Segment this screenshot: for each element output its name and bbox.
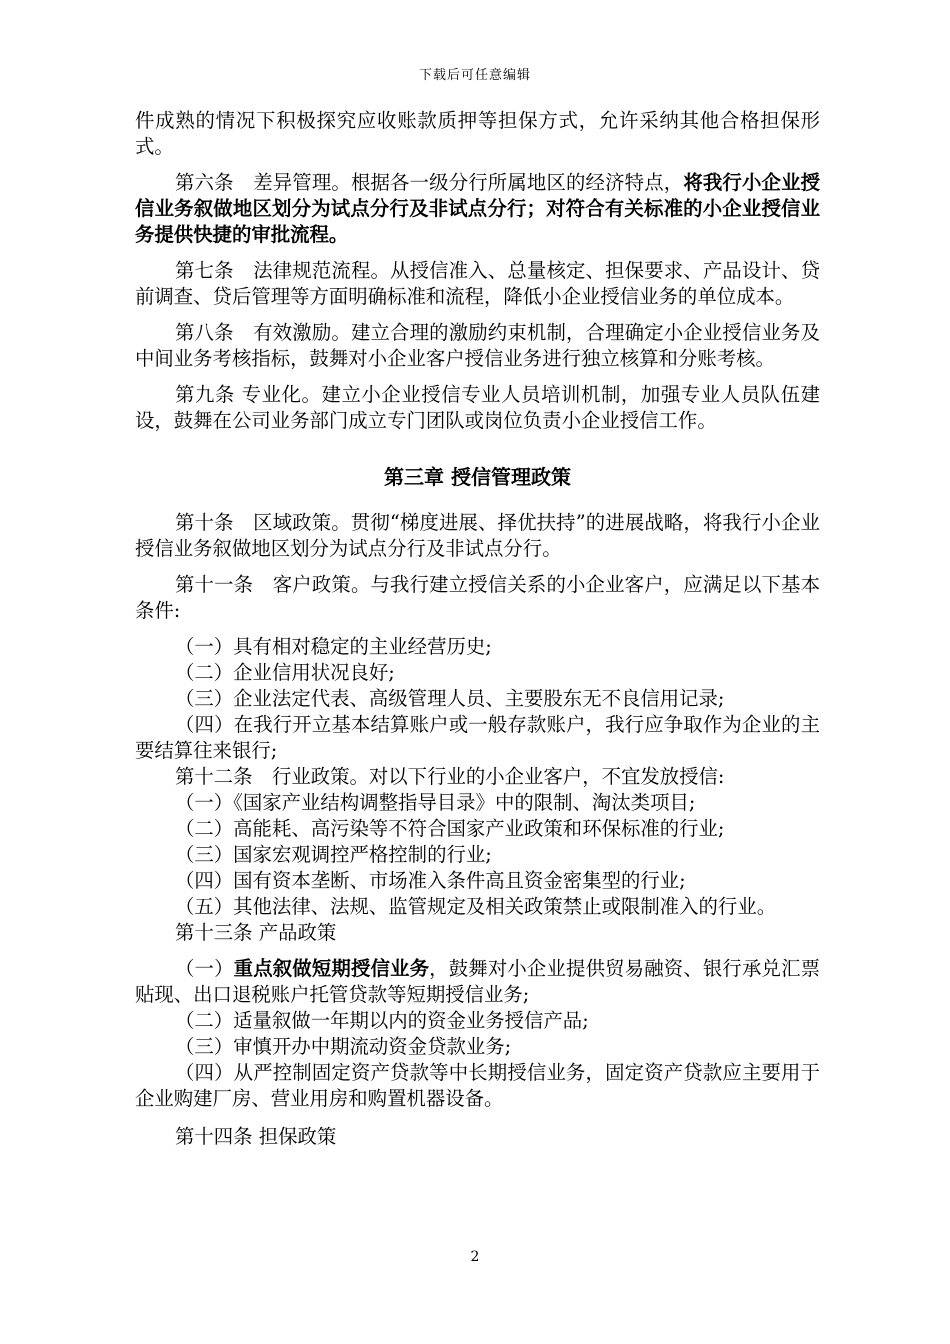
list-item: [135, 894, 820, 920]
bold-text: 将我行小企业授信业务叙做地区划分为试点分行及非试点分行；对符合有关标准的小企业授信业务提供快捷的审批流程。: [135, 171, 821, 246]
list-item: [135, 1008, 820, 1034]
paragraph: [135, 258, 820, 310]
list-item: [135, 1034, 820, 1060]
text-run: （四）在我行开立基本结算账户或一般存款账户，我行应争取作为企业的主要结算往来银行;: [135, 713, 820, 762]
list-item: [135, 868, 820, 894]
list-item: [135, 634, 820, 660]
list-item: [135, 660, 820, 686]
text-run: （一）《国家产业结构调整指导目录》中的限制、淘汰类项目;: [175, 791, 696, 814]
text-run: 第十一条 客户政策。与我行建立授信关系的小企业客户，应满足以下基本条件:: [135, 573, 820, 622]
list-item: [135, 1124, 820, 1150]
text-run: 件成熟的情况下积极探究应收账款质押等担保方式，允许采纳其他合格担保形式。: [135, 109, 820, 158]
text-run: （三）国家宏观调控严格控制的行业;: [175, 843, 492, 866]
list-item: [135, 764, 820, 790]
text-run: 第九条 专业化。建立小企业授信专业人员培训机制，加强专业人员队伍建设，鼓舞在公司业务部门成立专门团队或岗位负责小企业授信工作。: [135, 383, 820, 432]
text-run: （四）从严控制固定资产贷款等中长期授信业务，固定资产贷款应主要用于企业购建厂房、营业用房和购置机器设备。: [135, 1061, 820, 1110]
text-run: 第六条 差异管理。根据各一级分行所属地区的经济特点，: [175, 171, 684, 194]
text-run: 第十二条 行业政策。对以下行业的小企业客户，不宜发放授信:: [175, 765, 725, 788]
chapter-heading: 第三章 授信管理政策: [384, 465, 571, 489]
list-item: [135, 686, 820, 712]
text-run: 第七条 法律规范流程。从授信准入、总量核定、担保要求、产品设计、贷前调查、贷后管理等方面明确标准和流程，降低小企业授信业务的单位成本。: [135, 259, 820, 308]
text-run: （二）企业信用状况良好;: [175, 661, 395, 684]
text-run: 第十条 区域政策。贯彻“梯度进展、择优扶持”的进展战略，将我行小企业授信业务叙做地区划分为试点分行及非试点分行。: [135, 511, 820, 560]
text-run: 第十三条 产品政策: [175, 921, 337, 944]
page-number: 2: [470, 1249, 480, 1265]
paragraph: [135, 572, 820, 624]
bold-text: 重点叙做短期授信业务: [233, 957, 430, 980]
text-run: （三）企业法定代表、高级管理人员、主要股东无不良信用记录;: [175, 687, 725, 710]
list-item: [135, 712, 820, 764]
list-item: [135, 956, 820, 1008]
document-body: [135, 108, 820, 1150]
list-item: [135, 816, 820, 842]
list-item: [135, 1060, 820, 1112]
paragraph: [135, 382, 820, 434]
page-header: 下载后可任意编辑: [418, 68, 531, 83]
paragraph: [135, 320, 820, 372]
text-run: （一）: [175, 957, 234, 980]
list-item: [135, 790, 820, 816]
paragraph: [135, 170, 820, 248]
text-run: （三）审慎开办中期流动资金贷款业务;: [175, 1035, 512, 1058]
paragraph: [135, 108, 820, 160]
text-run: （二）高能耗、高污染等不符合国家产业政策和环保标准的行业;: [175, 817, 725, 840]
text-run: （一）具有相对稳定的主业经营历史;: [175, 635, 492, 658]
text-run: 第八条 有效激励。建立合理的激励约束机制，合理确定小企业授信业务及中间业务考核指标，鼓舞对小企业客户授信业务进行独立核算和分账考核。: [135, 321, 820, 370]
text-run: 第十四条 担保政策: [175, 1125, 337, 1148]
text-run: （四）国有资本垄断、市场准入条件高且资金密集型的行业;: [175, 869, 686, 892]
list-item: [135, 920, 820, 946]
text-run: ，鼓舞对小企业提供贸易融资、银行承兑汇票贴现、出口退税账户托管贷款等短期授信业务;: [135, 957, 821, 1006]
text-run: （二）适量叙做一年期以内的资金业务授信产品;: [175, 1009, 589, 1032]
list-item: [135, 842, 820, 868]
text-run: （五）其他法律、法规、监管规定及相关政策禁止或限制准入的行业。: [175, 895, 777, 918]
paragraph: [135, 510, 820, 562]
